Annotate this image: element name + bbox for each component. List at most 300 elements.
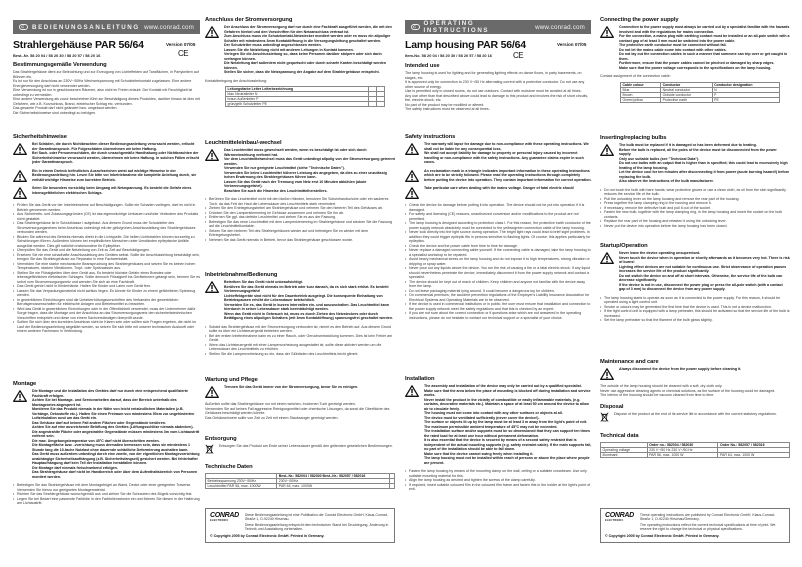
list-item: • Align the lamp housing as desired and tighten the screws of the clamp carefully. — [405, 478, 592, 483]
table-row — [206, 484, 395, 489]
warning-line: Der Schutzleiter muss unbedingt angeschlossen werden. — [224, 43, 322, 47]
warning-line: Always disconnect the device from the power supply before cleaning it. — [619, 367, 742, 371]
list-item: • If you are not sure about the correct connection or if questions arise which are not answered in the operating instructions, please do not hesitate to contact our technical support or a specialist of your choice. — [405, 311, 592, 320]
bullet-list — [205, 197, 395, 242]
section — [13, 134, 200, 338]
warning-triangle-icon — [405, 385, 419, 397]
text-line: Äußerlich sollte das Strahlergehäuse nur mit einem weichen, trockenen Tuch gereinigt werden. — [205, 402, 356, 406]
table-cell: N — [712, 87, 779, 92]
list-item: • Never look directly into the light source during operation. The bright light rays could lead to brief sight problems. In addition they could trigger epileptic fits in persons sensitive to flashing lights. Of course, this applies particularly for epileptics. — [405, 230, 592, 244]
warning-line: Never install the product in the vicinity of combustible or easily inflammable materials, (e.g. curtains, decorative materials etc.). Maintain a space of at least 50 cm around the device to allow air to circulate freely. — [424, 397, 589, 411]
copyright: © Copyright 2005 by Conrad Electronic GmbH. Printed in Germany. — [210, 534, 325, 539]
table-cell: Illuminant — [601, 453, 648, 458]
list-item: • Avoid heavy mechanical stress on the lamp housing and do not expose it to high temperatures, strong vibration or dripping or spray water. — [405, 257, 592, 266]
bullet-list — [13, 483, 200, 506]
warning-triangle-icon — [600, 26, 614, 38]
table-row — [226, 102, 385, 107]
section — [600, 135, 790, 232]
warning-line: Wenn das Gerät nicht in Gebrauch ist, muss es durch Ziehen des Netzsteckers oder durch Betätigung eines allpoligen Schalters (mit 3mm Kontaktöffnung) spannungsfrei geschaltet werden. — [224, 311, 393, 320]
table-cell: 230V~/50Hz — [277, 479, 390, 484]
disposal-text: Dispose of the product at the end of its service life in accordance with the current statutory regulations. — [614, 412, 777, 416]
warning-line: The assembly and installation of the device may only be carried out by a qualified specialist. — [424, 384, 582, 388]
list-item: • Fasten the new bulb, together with the lamp clamping ring, in the lamp housing and insert the socket on the bulb contacts. — [600, 210, 790, 219]
section — [205, 436, 395, 457]
list-item: • For safety and licensing (CE) reasons, unauthorized conversion and/or modifications to the product are not permitted. — [405, 212, 592, 221]
section-heading: Entsorgung — [205, 436, 237, 442]
warning-note — [13, 389, 200, 479]
conrad-logo — [605, 513, 634, 533]
warning-note — [600, 25, 790, 70]
warning-line: Das Leuchtmittel muss gewechselt werden, wenn es beschädigt ist oder sich durch Wärmeeinwirkung verformt hat. — [224, 148, 367, 157]
list-item: • Sollten Sie sich über den korrekten Anschluss nicht im Klaren sein oder sollten sich Fragen ergeben, die nicht im Lauf der Bedienungsanleitung abgeklärt werden, so setzen Sie sich bitte mit unserer technischen Auskunft oder einem anderen Fachmann in Verbindung. — [13, 320, 200, 334]
warning-line: Die Montagefläche bzw. -vorrichtung muss dermaßen bemessen sein, dass sie mindestens 1 Stunde lang die 10-fache Nutzlast ohne dauernde schädliche Deformierung aushalten kann. — [32, 443, 191, 452]
warning-line: Zum Anschluss muss ein Schutzkontakt-Netzstecker montiert werden oder es muss ein allpoliger Schalter mit mindestens 3mm Kontaktöffnung in die Versorgungsleitung geschaltet werden. — [224, 34, 391, 43]
text-line: No part of the product may be modified or altered. — [405, 102, 485, 107]
list-item: • Do not touch the bulb with bare hands; wear protective gloves or use a clean cloth, as oil from the skin significantly reduces the service life of the bulb. — [600, 188, 790, 197]
section-heading: Safety instructions — [405, 134, 456, 140]
text-line: Any use other than that described above could lead to damage to this product and involves the risk of short circuits, fire, electric shock, etc. — [405, 93, 589, 102]
warning-note — [405, 186, 592, 199]
warning-note — [405, 384, 592, 465]
warning-text — [224, 280, 395, 321]
warning-line: Der Anschluss der Stromversorgung darf nur durch eine Fachkraft ausgeführt werden, die mit den Gefahren hierbei und den Vorschriften für den Netzanschluss vertraut ist. — [224, 25, 392, 34]
warning-line: Lighting effect devices are not suitable for continuous use. Strict observance of operation pauses increases the service life of the product significantly. — [619, 264, 787, 273]
warning-line: Do not switch the device on and off at short intervals. Otherwise, the service life of the bulb can decrease significantly. — [619, 273, 783, 282]
warning-line: If the device is not in use, disconnect the power plug or press the all-pole switch (with a contact gap of 3 mm) to disconnect the device from any power supply. — [619, 282, 783, 291]
warning-line: Make sure that the power voltage corresponds to the specifications on the lamp housing. — [619, 65, 772, 70]
section — [600, 243, 790, 327]
table-header-cell: Leitungsfarbe Leiter Leiterbezeichnung — [226, 87, 369, 92]
crossed-bin-icon — [600, 412, 609, 422]
warning-text — [424, 186, 592, 199]
warning-line: Take particular care when dealing with the mains voltage. Danger of fatal electric shock! — [424, 186, 575, 190]
warning-line: Die Montage darf niemals freischwebend erfolgen. — [32, 465, 118, 470]
list-item: • Fasten the lamp housing by means of the mounting clamp on the wall, ceiling or a suitable crossbeam. Use only suitable mounting material for this. — [405, 469, 592, 478]
conrad-logo — [210, 513, 239, 533]
text-line: The outside of the lamp housing should be cleaned with a soft, dry cloth only. — [600, 384, 723, 388]
section-heading: Intended use — [405, 63, 440, 69]
list-item: • Never pour out any liquids above the device. You run the risk of causing a fire or a fatal electric shock. If any liquid should nevertheless penetrate the device, immediately disconnect it from the power supply network and contact a specialist. — [405, 266, 592, 280]
text-line: Never use aggressive cleaning agents or chemical solutions, as the surface of the housing could be damaged. — [600, 388, 776, 393]
warning-triangle-icon — [205, 149, 219, 161]
list-item: • If the device is used in commercial institutions or in public, the user must ensure that installation and connection to the power supply network meet the safety regulations and that this is checked by an expert. — [405, 302, 592, 311]
warning-line: Das Gerät muss außerdem unbedingt durch eine zweite, von der eigentlichen Montagevorrichtung unabhängige Sicherheitsaufhängung (z.B. Sicherheitsfangseil) gesichert werden. Bei fehlerhafter Hauptaufhängung darf kein Teil der Installation herabfallen können. — [32, 452, 200, 465]
warning-triangle-icon — [405, 170, 419, 182]
section-heading: Disposal — [600, 404, 624, 410]
section-heading: Inbetriebnahme/Bedienung — [205, 272, 278, 278]
text-line: Die Sicherheitshinweise sind unbedingt zu befolgen. — [13, 110, 97, 115]
footer-line: Diese Bedienungsanleitung entspricht dem technischen Stand bei Drucklegung. Änderung in Technik und Ausstattung vorbehalten. — [244, 523, 389, 532]
data-table — [225, 86, 385, 107]
warning-line: Only use suitable bulbs (see "Technical Data"). — [619, 156, 700, 161]
list-item: • Prüfen Sie das Gerät vor der Inbetriebnahme auf Beschädigungen. Sollte ein Schaden vorliegen, darf es nicht in Betrieb genommen werden. — [13, 203, 200, 212]
section-heading: Leuchtmitteleinbau/-wechsel — [205, 140, 282, 146]
banner-url[interactable]: www.conrad.com — [535, 23, 585, 31]
section — [600, 17, 790, 108]
warning-line: Never touch the device when in operation or shortly afterwards as it becomes very hot. There is risk of burns! — [619, 255, 790, 264]
section — [405, 63, 592, 112]
section — [13, 381, 200, 510]
disposal-note — [205, 444, 395, 454]
list-item: • Do not leave packaging material lying around. It could become a dangerous toy for children. — [405, 289, 592, 294]
warning-text — [224, 148, 395, 193]
warning-line: Connection to the power supply must always be carried out by a specialist familiar with the hazards involved and with the regulations for mains connection. — [619, 25, 790, 34]
section-heading: Connecting the power supply — [600, 17, 679, 23]
item-number: Best.-Nr. 58 20 04 / 58 20 30 / 58 20 57 / 58 20 16 — [13, 53, 101, 58]
bullet-list — [205, 325, 395, 357]
table-cell: PAR 56, max. 1000 W — [647, 453, 718, 458]
warning-line: Also observe the instructions of the bulb manufacturer. — [619, 179, 714, 183]
disposal-note — [600, 412, 790, 422]
table-cell — [390, 484, 395, 489]
list-item: • Vermeiden Sie eine starke mechanische Beanspruchung des Strahlergehäuses und setzen Sie es keinen hohen Temperaturen, starken Vibrationen, Tropf- oder Spritzwasser aus. — [13, 262, 200, 271]
table-cell: 230 V~/50 Hz 230 V~/50 Hz — [647, 448, 718, 453]
warning-note — [13, 169, 200, 183]
warning-triangle-icon — [405, 143, 419, 155]
bullet-list — [13, 203, 200, 334]
table-header-cell: Order no.: 582004 / 582030 — [647, 443, 718, 448]
logo-text: CONRAD — [605, 512, 634, 519]
warning-line: Lassen Sie das Gerät nach der Trennung vom Netz erst 10 Minuten abkühlen (akute Verbrennungsgefahr!). — [224, 179, 367, 188]
warning-line: The device must be ventilated sufficiently (never cover the device!). — [424, 415, 540, 420]
section — [205, 377, 395, 420]
warning-line: Die angestrahlte Fläche oder angestrahlte Gegenstände müssen mindestens 3m vom Lichtaustritt entfernt sein. — [32, 429, 200, 438]
warning-line: Montieren Sie das Produkt niemals in der Nähe von leicht entzündlichen Materialien (z.B. Vorhänge, Dekostoffe etc.). Halten Sie einen Freiraum von mindestens 50cm zur ungehinderten Luftzirkulation rund um das Gerät ein. — [32, 407, 195, 420]
warning-line: Achten Sie auf eine ausreichende Belüftung des Gerätes (Lüftungsschlitze niemals abdecken). — [32, 425, 194, 429]
list-item: • Replace the rear part of the housing and retasten it using the unlocking lever. — [600, 219, 790, 224]
table-cell: Brown — [621, 92, 661, 97]
warning-line: Ein in einem Dreieck befindliches Ausrufezeichen weist auf wichtige Hinweise in der Bedienungsanleitung hin. Lesen Sie bitte vor Inbetriebnahme die komplette Anleitung durch, sie enthält wichtige Hinweise zum korrekten Betrieb. — [32, 168, 197, 182]
warning-triangle-icon — [13, 143, 27, 155]
table-header-cell: Conductor designation — [712, 82, 779, 87]
warning-line: Vor dem Leuchtmittelwechsel muss das Gerät unbedingt allpolig von der Stromversorgung getrennt werden. — [224, 157, 395, 166]
warning-line: Betreiben Sie das Gerät nicht unbeaufsichtigt. — [224, 280, 303, 284]
section-heading: Bestimmungsgemäße Verwendung — [13, 62, 107, 68]
section-heading: Inserting/replacing bulbs — [600, 135, 667, 141]
section-heading: Maintenance and care — [600, 359, 659, 365]
version-label: Version 07/05 — [166, 42, 196, 47]
list-item: • Check the device and the power cable from time to time for damage. — [405, 244, 592, 249]
logo-text: CONRAD — [210, 512, 239, 519]
table-header-cell: Conductor — [661, 82, 713, 87]
list-item: • Befestigen Sie das neue Leuchtmittel mit dem Lampenklemmring im Strahlergehäuse und stecken Sie die Fassung auf die Leuchtmittelkontakte. — [205, 220, 395, 229]
logo-subtext: ELECTRONIC — [605, 519, 624, 522]
warning-line: The housing must not come into contact with any other surfaces or objects at all. — [424, 411, 563, 415]
footer-body — [210, 513, 390, 533]
warning-line: Let the device cool for ten minutes after disconnecting it from power (acute burning hazard!) before replacing the bulb. — [619, 170, 790, 179]
bullet-list — [600, 296, 790, 323]
warning-line: Bei Sach- oder Personenschäden, die durch unsachgemäße Handhabung oder Nichtbeachten der Sicherheitshinweise verursacht werden, übernehmen wir keine Haftung. In solchen Fällen erlischt jeder Garantieanspruch. — [32, 151, 199, 164]
warning-line: Do not let the mains cable come into contact with other cables. — [619, 47, 727, 52]
warning-line: Seien Sie besonders vorsichtig beim Umgang mit Netzspannung. Es besteht die Gefahr eines lebensgefährlichen elektrischen Schlags. — [32, 186, 192, 195]
table-cell: Blue — [621, 87, 661, 92]
warning-text — [424, 142, 592, 165]
logo-subtext: ELECTRONIC — [210, 519, 229, 522]
page-title: Lamp housing PAR 56/64 — [405, 39, 526, 51]
warning-line: Das Strahlergehäuse darf nicht im Handbereich oder über dem Aufenthaltsbereich von Personen montiert werden. — [32, 470, 198, 479]
page-title: Strahlergehäuse PAR 56/64 — [13, 39, 144, 51]
table-row — [601, 453, 790, 458]
warning-text — [424, 169, 592, 183]
warning-note — [205, 385, 395, 398]
bullet-list — [405, 469, 592, 492]
warning-line: Achten Sie bei Montage- und Servicearbeiten darauf, dass der Bereich unterhalb des Montageortes abgesperrt ist. — [32, 398, 177, 407]
warning-text — [619, 25, 790, 70]
table-cell: Green/yellow — [621, 97, 661, 102]
warning-line: Furthermore, ensure that the power cables cannot be pinched or damaged by sharp edges. — [619, 61, 775, 65]
text-line: Das Strahlergehäuse dient zur Beleuchtung und zur Erzeugung von Lichteffekten auf Tanzflächen, in Partykellern auf Bühnen etc. — [13, 70, 199, 79]
warning-note — [13, 142, 200, 165]
table-cell: Betriebsspannung 230V~/50Hz — [206, 479, 277, 484]
section — [13, 62, 200, 115]
warning-line: Make sure that the device cannot swing freely when installing it. — [424, 451, 534, 456]
warning-text — [32, 142, 200, 165]
list-item: • Wenn das Lichtsteuergerät mit einer Lampenvorheizung ausgestattet ist, sollte diese aktiviert werden um die Lebensdauer des Leuchtmittels zu erhöhen. — [205, 343, 395, 352]
list-item: • The device should be kept out of reach of children. Keep children and anyone not familiar with the device away from the lamp. — [405, 280, 592, 289]
publisher-footer — [600, 508, 790, 543]
list-item: • Press together the lamp clamping ring in the housing and remove it. — [600, 201, 790, 206]
data-table — [205, 473, 395, 489]
warning-line: The lamp housing must not be installed within reach of persons or above the place where people are present. — [424, 456, 590, 465]
warning-line: Das Gehäuse darf auf keinen Fall andere Flächen oder Gegenstände berühren. — [32, 420, 167, 425]
warning-note — [405, 169, 592, 183]
list-item: • Nehmen Sie das Gerät niemals in Betrieb, bevor das Strahlergehäuse geschlossen wurde. — [205, 238, 395, 243]
list-item: • Ersetzen Sie nie eine schadhafte Anschlussleitung des Gerätes selbst. Sollte die Anschlussleitung beschädigt sein, bringen Sie das Strahlergehäuse zur Reparatur in eine Fachwerkstatt. — [13, 253, 200, 262]
warning-triangle-icon — [205, 26, 219, 38]
text-line: Das Gehäuseinnere sollte von Zeit zu Zeit mit einem Staubsauger gereinigt werden. — [205, 415, 339, 420]
warning-line: Beachten Sie auch die Hinweise des Leuchtmittelherstellers. — [224, 188, 328, 193]
text-line: Use is permitted only in closed rooms, do not use outdoors. Contact with moisture must be avoided at all times. — [405, 89, 582, 93]
footer-line: Diese Bedienungsanleitung ist eine Publikation der Conrad Electronic GmbH, Klaus-Conrad-Straße 1, D-92240 Hirschau. — [244, 513, 389, 522]
section-heading: Montage — [13, 381, 37, 387]
warning-line: Lassen Sie die Netzleitung nicht mit anderen Leitungen in Kontakt kommen. — [224, 47, 354, 52]
warning-note — [205, 148, 395, 193]
warning-note — [600, 251, 790, 292]
text-line: Verwenden Sie auf keinen Fall aggressive Reinigungsmittel oder chemische Lösungen, da sonst die Oberfläche des Gehäuses beschädigt werden könnte. — [205, 406, 390, 415]
banner-title: BEDIENUNGSANLEITUNG — [32, 23, 140, 31]
list-item: • Aus Sicherheits- und Zulassungsgründen (CE) ist das eigenmächtige Umbauen und/oder Verändern des Produkts nicht gestattet. — [13, 212, 200, 221]
list-item: • Pull the unlocking lever on the lamp housing and remove the rear part of the housing. — [600, 197, 790, 202]
warning-note — [205, 280, 395, 321]
warning-triangle-icon — [13, 170, 27, 182]
list-item: • Lassen Sie das Verpackungsmaterial nicht achtlos liegen. Es könnte für Kinder zu einem gefährlichen Spielzeug werden. — [13, 289, 200, 298]
table-cell: PE — [712, 97, 779, 102]
list-item: • Never put the device into operation before the lamp housing has been closed. — [600, 224, 790, 229]
table-row — [621, 97, 780, 102]
item-number: Item-No. 58 20 04 / 58 20 30 / 58 20 57 / 58 20 16 — [405, 53, 492, 58]
section — [205, 464, 395, 494]
warning-line: Do not use bulbs with an output that is higher than is specified; this could lead to excessively high heating of the lamp housing. — [619, 161, 788, 170]
header-banner — [13, 20, 200, 34]
warning-line: The maximum permissible ambient temperature of 45°C may not be exceeded. — [424, 424, 558, 429]
section — [205, 140, 395, 246]
list-item: • Entfernen Sie ggf. das defekte Leuchtmittel und ziehen Sie es aus der Fassung. — [205, 215, 395, 220]
footer-text — [245, 513, 390, 533]
warning-triangle-icon — [600, 252, 614, 264]
warning-line: Do not lay out the connection cables in such a manner that someone can trip over or get caught in them. — [619, 52, 788, 61]
warning-triangle-icon — [205, 281, 219, 293]
warning-note — [405, 142, 592, 165]
section — [205, 508, 395, 543]
banner-url[interactable]: www.conrad.com — [144, 23, 194, 31]
list-item: • If required, insert suitable coloured film in the coloured film frame and fasten this in the holder at the light's point of exit. — [405, 483, 592, 492]
warning-line: Berühren Sie das Gerät niemals im Betrieb oder kurz danach, da es sich stark erhitzt. Es besteht Verbrennungsgefahr! — [224, 284, 389, 293]
list-item: • On commercial premises, the accident prevention regulations of the Employer's Liability Insurance Association for Electrical Systems and Operating Materials are to be observed. — [405, 293, 592, 302]
section — [405, 376, 592, 496]
warning-text — [32, 389, 200, 479]
table-cell: P — [712, 92, 779, 97]
warning-line: Stellen Sie sicher, dass die Netzspannung der Angabe auf dem Strahlergehäuse entspricht. — [224, 70, 380, 74]
warning-line: Verwenden Sie keine Leuchtmittel höherer Leistung als angegeben, da dies zu einer unzulässig hohen Erwärmung des Strahlergehäuses führen kann. — [224, 170, 387, 179]
warning-line: Trennen Sie das Gerät immer von der Stromversorgung, bevor Sie es reinigen. — [224, 385, 359, 389]
list-item: • Never replace a damaged connecting cable yourself. If the connecting cable is damaged, take the lamp housing to a specialist workshop to be repaired. — [405, 248, 592, 257]
list-item: • Stellen Sie nie Flüssigkeiten über dem Gerät aus. Es besteht höchste Gefahr eines Brandes oder lebensgefährlichen elektrischen Schlages. Sollte dennoch Flüssigkeit ins Geräteinnere gelangt sein, trennen Sie es sofort vom Stromversorgungsnetz und wenden Sie sich an eine Fachkraft. — [13, 271, 200, 285]
crossed-bin-icon — [205, 444, 214, 454]
list-item: • Set the lamp preheater so that the filament of the bulb glows slightly. — [600, 318, 790, 323]
section-heading: Wartung und Pflege — [205, 377, 258, 383]
warning-line: The surface or objects lit up by the lamp must be at least 3 m away from the light's point of exit. — [424, 420, 588, 424]
list-item: • The lamp housing starts to operate as soon as it is connected to the power supply. For this reason, it should be operated using a light control unit. — [600, 296, 790, 305]
footer-text — [640, 513, 785, 533]
conrad-logo-icon: C — [411, 24, 420, 30]
warning-text — [32, 169, 200, 183]
warning-line: An exclamation mark in a triangle indicates important information in these operating instructions which are to be strictly followed. Please read the operating instructions through completely before putting the device into operation. They contain important information for correct operation. — [424, 168, 592, 182]
conrad-logo-icon: C — [19, 24, 28, 30]
banner-label — [19, 24, 140, 31]
banner-title: OPERATING INSTRUCTIONS — [423, 20, 490, 34]
warning-triangle-icon — [205, 386, 219, 398]
warning-line: Die max. Umgebungstemperatur von 45°C darf nicht überschritten werden. — [32, 438, 160, 443]
header-banner — [405, 20, 591, 34]
section-heading: Installation — [405, 376, 435, 382]
table-header-cell: Cable colour — [621, 82, 661, 87]
warning-note — [600, 143, 790, 184]
warning-line: Verlegen Sie die Anschlussleitung so, dass keine Personen darüber stolpern oder sich darin verfangen können. — [224, 52, 382, 61]
text-line: The interior of the housing should be vacuum cleaned from time to time. — [600, 393, 715, 397]
section-heading: Technical data — [600, 433, 639, 439]
warning-line: Die Netzleitung darf außerdem nicht gequetscht oder durch scharfe Kanten beschädigt werden können. — [224, 61, 386, 70]
warning-line: Before the bulb is replaced, all the poles of the device must be disconnected from the power supply. — [619, 147, 777, 156]
table-cell: Neutral conductor — [661, 87, 713, 92]
table-header-cell: Best.-Nr.: 582004 / 582030 Best.-Nr.: 582057 / 582016 — [277, 474, 390, 479]
footer-line: These operating instructions are published by Conrad Electronic GmbH, Klaus-Conrad-Straße 1, D-92240 Hirschau/Germany. — [639, 513, 775, 522]
list-item: • Berühren Sie das Leuchtmittel nicht mit den bloßen Händen, benutzen Sie Schutzhandschuhe oder ein sauberes Tuch, da das Fett der Haut die Lebensdauer des Leuchtmittels stark vermindert. — [205, 197, 395, 206]
footer-line: The operating instructions reflect the current technical specifications at time of print. We reserve the right to change the technical or physical specifications. — [639, 523, 776, 532]
list-item: • Überprüfen Sie das Gerät und die Netzleitung von Zeit zu Zeit auf Beschädigungen. — [13, 248, 200, 253]
warning-text — [224, 385, 395, 398]
warning-line: The protective earth conductor must be connected without fail. — [619, 43, 727, 47]
table-cell: Protective earth — [661, 97, 713, 102]
list-item: • Sobald das Strahlergehäuse mit der Stromversorgung verbunden ist, nimmt es den Betrieb auf. Aus diesem Grund sollte es über ein Lichtsteuergerät betrieben werden. — [205, 325, 395, 334]
section — [205, 17, 395, 112]
table-cell: grün/gelb Schutzleiter PE — [226, 102, 369, 107]
warning-triangle-icon — [600, 368, 614, 380]
text-line: The safety instructions must be observed at all times. — [405, 107, 490, 111]
table-cell — [376, 102, 384, 107]
text-line: Eine Verwendung ist nur in geschlossenen Räumen, also nicht im Freien erlaubt. Der Kontakt mit Feuchtigkeit ist unbedingt zu vermeiden. — [13, 88, 193, 97]
warning-triangle-icon — [600, 144, 614, 156]
copyright: © Copyright 2005 by Conrad Electronic GmbH. Printed in Germany. — [605, 534, 720, 539]
section-heading: Anschluss der Stromversorgung — [205, 17, 293, 23]
version-label: Version 07/05 — [557, 42, 587, 47]
text-line: The lamp housing is used for lighting and for generating lighting effects on dance floors, in party basements, on stages, etc. — [405, 71, 582, 80]
list-item: • Ziehen Sie den Entriegelungshebel am Strahlergehäuse und nehmen Sie den hinteren Teil des Gehäuses ab. — [205, 206, 395, 211]
bullet-list — [600, 188, 790, 229]
list-item: • Das Gerät gehört nicht in Kinderhände. Halten Sie Kinder und Laien vom Gerät fern. — [13, 284, 200, 289]
section — [600, 404, 790, 425]
table-cell: PAR 64, max. 1000 W — [718, 453, 790, 458]
list-item: • If necessary, remove the defective bulb and pull it out of the socket. — [600, 206, 790, 211]
section-heading: Sicherheitshinweise — [13, 134, 67, 140]
warning-line: It is also essential that the device is secured by means of a second safety restraint that is independent of the actual mounting supports (e.g. safety restraint cable). If the main supports fail, no part of the installation should be able to fall down. — [424, 438, 592, 451]
warning-text — [619, 143, 790, 184]
warning-note — [205, 25, 395, 75]
list-item: • Blicken Sie während des Betriebs niemals direkt in die Lichtquelle. Die hellen Lichtstrahlen können kurzzeitig zu Sehstörungen führen. Außerdem können bei empfindlichen Menschen unter Umständen epileptische Anfälle ausgelöst werden. Dies gilt natürlich insbesondere für Epileptiker. — [13, 235, 200, 249]
warning-line: We shall not accept liability for damage to property or personal injury caused by incorrect handling or non-compliance with the safety instructions. Any guarantee claims expire in such cases. — [424, 151, 584, 164]
warning-line: Lichteffektgeräte sind nicht für den Dauerbetrieb ausgelegt. Die konsequente Einhaltung von Betriebspausen erhöht die Lebensdauer beträchtlich. — [224, 293, 383, 302]
text-line: Das gesamte Produkt darf nicht geändert bzw. umgebaut werden. — [13, 106, 118, 110]
ce-mark: CE — [513, 51, 524, 60]
section-heading: Startup/Operation — [600, 243, 648, 249]
list-item: • Setzen Sie den hinteren Teil des Strahlergehäuses wieder auf und befestigen Sie es wieder mit dem Entriegelungshebel. — [205, 229, 395, 238]
warning-text — [224, 25, 395, 75]
text-line: Eine andere Verwendung als zuvor beschrieben führt zur Beschädigung dieses Produktes, darüber hinaus ist dies mit Gefahren, wie z.B. Kurzschluss, Brand, elektrischer Schlag etc. verbunden. — [13, 97, 200, 106]
data-table — [600, 442, 790, 458]
section — [205, 272, 395, 360]
banner-label — [411, 20, 535, 34]
list-item: • Richten Sie das Strahlergehäuse wunschgemäß aus und ziehen Sie die Schrauben des Bügels vorsichtig fest. — [13, 492, 200, 497]
list-item: • Stellen Sie die Lampenvorheizung so ein, dass der Glühfaden des Leuchtmittels leicht glimmt. — [205, 352, 395, 357]
warning-line: Never leave the device operating unsupervised. — [619, 251, 701, 255]
list-item: • If the light control unit is equipped with a lamp preheater, this should be activated so that the service life of the bulb is increased. — [600, 309, 790, 318]
table-cell: PAR 64, max. 1000W — [277, 484, 390, 489]
bullet-list — [405, 203, 592, 320]
publisher-footer — [205, 508, 395, 543]
footer-body — [605, 513, 785, 533]
warning-line: Make sure that the area below the place of mounting is blocked off during installation and service works. — [424, 388, 591, 397]
list-item: • In gewerblichen Einrichtungen sind die Unfallverhütungsvorschriften des Verbandes der gewerblichen Berufsgenossenschaften für elektrische Anlagen und Betriebsmittel zu beachten. — [13, 298, 200, 307]
list-item: • Wird das Gerät in gewerblichen Einrichtungen oder in der Öffentlichkeit verwendet, muss der Unternehmer dafür Sorge tragen, dass die Montage und der Anschluss an das Stromversorgungsnetz den sicherheitstechnischen Vorschriften entspricht und diese von einem Sachverständigen überprüft wurde. — [13, 307, 200, 321]
table-header-cell: Order No.: 582057 / 582016 — [718, 443, 790, 448]
warning-line: The installation surface and/or supports must be so dimensioned that they can support ten times the rated load for at least one hour without permanent deformation. — [424, 429, 590, 438]
warning-line: Vermeiden Sie es, das Gerät in kurzen Intervallen ein- und auszuschalten. Das Leuchtmittel kann hierdurch in seiner Lebensdauer stark beeinträchtigt werden. — [224, 302, 389, 311]
warning-line: Bei Schäden, die durch Nichtbeachten dieser Bedienungsanleitung verursacht werden, erlischt der Garantieanspruch. Für Folgeschäden übernehmen wir keine Haftung. — [32, 142, 195, 151]
warning-line: Die Montage und die Installation des Gerätes darf nur durch eine entsprechend qualifizierte Fachkraft erfolgen. — [32, 389, 188, 398]
list-item: • Das Strahlergehäuse ist in Schutzklasse I aufgebaut. Aus diesem Grund muss der Schutzleiter des Stromversorgungsnetzes beim Anschluss unbedingt mit der gelb/grünen Anschlussleitung des Strahlergehäuses verbunden werden. — [13, 221, 200, 235]
warning-triangle-icon — [13, 187, 27, 199]
warning-triangle-icon — [405, 187, 419, 199]
warning-note — [600, 367, 790, 380]
disposal-text: Entsorgen Sie das Produkt am Ende seiner Lebensdauer gemäß den geltenden gesetzlichen Bestimmungen. — [219, 444, 393, 448]
warning-line: Verwenden Sie nur geeignete Leuchtmittel (siehe "Technische Daten"). — [224, 166, 345, 170]
list-item: • Befestigen Sie das Strahlergehäuse mit dem Montagebügel an Wand, Decke oder einer geeigneten Traverse. Verwenden Sie hierzu nur geeignetes Montagematerial. — [13, 483, 200, 492]
table-cell: Operating voltage — [601, 448, 648, 453]
ce-mark: CE — [178, 49, 189, 58]
section-heading: Technische Daten — [205, 464, 253, 470]
list-item: • Bei der ersten Inbetriebnahme kann es zu einer Rauch- oder Geruchsentwicklung kommen. Dies ist kein Fehler am Gerät. — [205, 334, 395, 343]
list-item: • The lamp housing is designed according to protection class I. For this reason, the protective earth conductor of the power supply network absolutely must be connected to the yellow/green connection cable of the lamp housing. — [405, 221, 592, 230]
warning-text — [619, 367, 790, 380]
warning-triangle-icon — [13, 390, 27, 402]
text-line: It is approved only for connection to 230 V~/50 Hz alternating current with a protective conductor. Do not use any other source of energy. — [405, 80, 585, 89]
warning-text — [32, 186, 200, 199]
text-line: Es ist nur für den Anschluss an 230V~/50Hz Wechselspannung mit Schutzleiterkontakt zugelassen. Eine andere Energieversorgung darf nicht verwendet werden. — [13, 79, 192, 88]
warning-text — [619, 251, 790, 292]
section — [600, 359, 790, 398]
list-item: • Smoke or odours may be generated the first time that the device is used. This is not a device malfunction. — [600, 305, 790, 310]
text-line: Kontaktbelegung der Anschlussleitung: — [205, 78, 267, 83]
text-line: Contact assignment of the connection cable: — [600, 74, 671, 78]
